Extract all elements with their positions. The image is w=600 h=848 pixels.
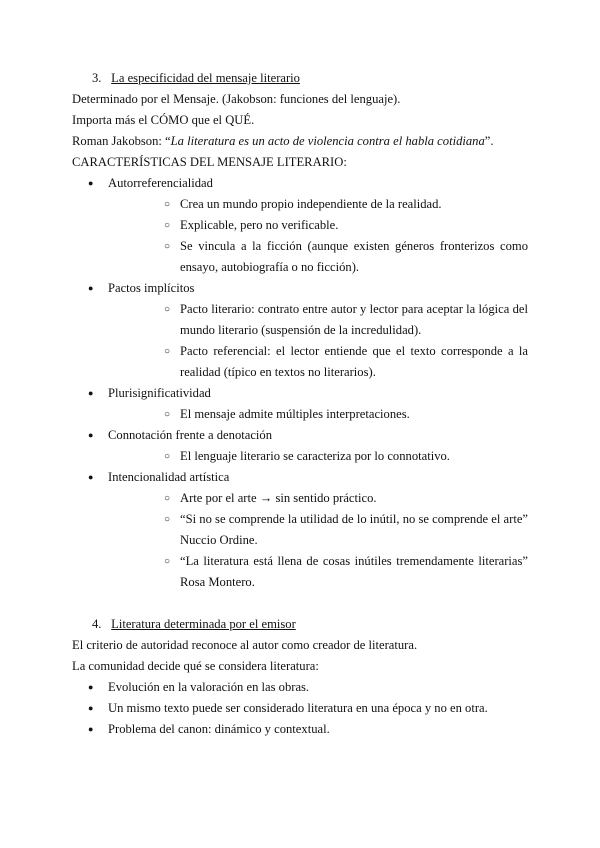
emisor-item: [72, 719, 528, 740]
hollow-bullet-icon: ○: [164, 451, 171, 462]
characteristic-label: Plurisignificatividad: [108, 386, 211, 400]
characteristic-item: [72, 425, 528, 467]
jakobson-quote-line: [72, 131, 528, 152]
section-3-line: Determinado por el Mensaje. (Jakobson: funciones del lenguaje).: [72, 92, 401, 106]
bullet-icon: ●: [88, 178, 94, 188]
characteristic-item: [72, 173, 528, 278]
section-4-heading: [72, 614, 528, 635]
bullet-icon: ●: [88, 682, 94, 692]
characteristic-label: Pactos implícitos: [108, 281, 195, 295]
bullet-icon: ●: [88, 388, 94, 398]
characteristic-item: [72, 467, 528, 593]
characteristic-item: [72, 278, 528, 383]
sub-list: [108, 404, 528, 425]
sub-item: [144, 236, 528, 278]
sub-item-text: Explicable, pero no verificable.: [180, 218, 339, 232]
sub-item: [144, 404, 528, 425]
sub-item-text: El mensaje admite múltiples interpretaciones.: [180, 407, 410, 421]
emisor-item-text: Un mismo texto puede ser considerado literatura en una época y no en otra.: [108, 701, 488, 715]
characteristic-label: Connotación frente a denotación: [108, 428, 273, 442]
section-4-number: 4.: [92, 617, 102, 631]
sub-item: [144, 299, 528, 341]
hollow-bullet-icon: ○: [164, 493, 171, 504]
sub-item: [144, 341, 528, 383]
quote-prefix: Roman Jakobson: “: [72, 134, 171, 148]
sub-list: [108, 194, 528, 278]
section-spacer: [72, 593, 528, 614]
section-3-heading: [72, 68, 528, 89]
quote-text: La literatura es un acto de violencia contra el habla cotidiana: [170, 134, 485, 148]
section-4-line: El criterio de autoridad reconoce al autor como creador de literatura.: [72, 638, 418, 652]
hollow-bullet-icon: ○: [164, 514, 171, 525]
sub-item: [144, 215, 528, 236]
sub-item: [144, 194, 528, 215]
bullet-icon: ●: [88, 703, 94, 713]
bullet-icon: ●: [88, 724, 94, 734]
sub-item-text: “La literatura está llena de cosas inútiles tremendamente literarias” Rosa Montero.: [180, 554, 528, 589]
characteristics-heading: CARACTERÍSTICAS DEL MENSAJE LITERARIO:: [72, 155, 347, 169]
characteristic-item: [72, 383, 528, 425]
quote-suffix: ”.: [484, 134, 494, 148]
bullet-icon: ●: [88, 472, 94, 482]
sub-item-text: El lenguaje literario se caracteriza por lo connotativo.: [180, 449, 450, 463]
document-content: [72, 68, 528, 740]
hollow-bullet-icon: ○: [164, 241, 171, 252]
sub-item: [144, 488, 528, 509]
sub-item: [144, 446, 528, 467]
characteristic-label: Intencionalidad artística: [108, 470, 230, 484]
section-4-line: La comunidad decide qué se considera literatura:: [72, 659, 319, 673]
sub-item-text: Se vincula a la ficción (aunque existen géneros fronterizos como ensayo, autobiografía o no ficción).: [180, 239, 528, 274]
bullet-icon: ●: [88, 430, 94, 440]
section-3-title: La especificidad del mensaje literario: [111, 71, 300, 85]
sub-list: [108, 488, 528, 593]
hollow-bullet-icon: ○: [164, 409, 171, 420]
bullet-icon: ●: [88, 283, 94, 293]
hollow-bullet-icon: ○: [164, 199, 171, 210]
emisor-item: [72, 677, 528, 698]
sub-item-text: “Si no se comprende la utilidad de lo inútil, no se comprende el arte” Nuccio Ordine.: [180, 512, 528, 547]
hollow-bullet-icon: ○: [164, 304, 171, 315]
section-3-number: 3.: [92, 71, 102, 85]
section-4-title: Literatura determinada por el emisor: [111, 617, 296, 631]
emisor-item-text: Problema del canon: dinámico y contextual.: [108, 722, 330, 736]
sub-item-text: Crea un mundo propio independiente de la realidad.: [180, 197, 442, 211]
emisor-item: [72, 698, 528, 719]
sub-list: [108, 299, 528, 383]
characteristics-list: [72, 173, 528, 593]
hollow-bullet-icon: ○: [164, 220, 171, 231]
sub-item: [144, 551, 528, 593]
section-3-line: Importa más el CÓMO que el QUÉ.: [72, 113, 255, 127]
emisor-item-text: Evolución en la valoración en las obras.: [108, 680, 310, 694]
sub-item: [144, 509, 528, 551]
characteristic-label: Autorreferencialidad: [108, 176, 213, 190]
sub-list: [108, 446, 528, 467]
hollow-bullet-icon: ○: [164, 346, 171, 357]
sub-item-text: Pacto literario: contrato entre autor y lector para aceptar la lógica del mundo literario (suspensión de la incredulidad).: [180, 302, 528, 337]
sub-item-text: Pacto referencial: el lector entiende que el texto corresponde a la realidad (típico en textos no literarios).: [180, 344, 528, 379]
sub-item-text: Arte por el arte → sin sentido práctico.: [180, 491, 377, 505]
hollow-bullet-icon: ○: [164, 556, 171, 567]
emisor-list: [72, 677, 528, 740]
